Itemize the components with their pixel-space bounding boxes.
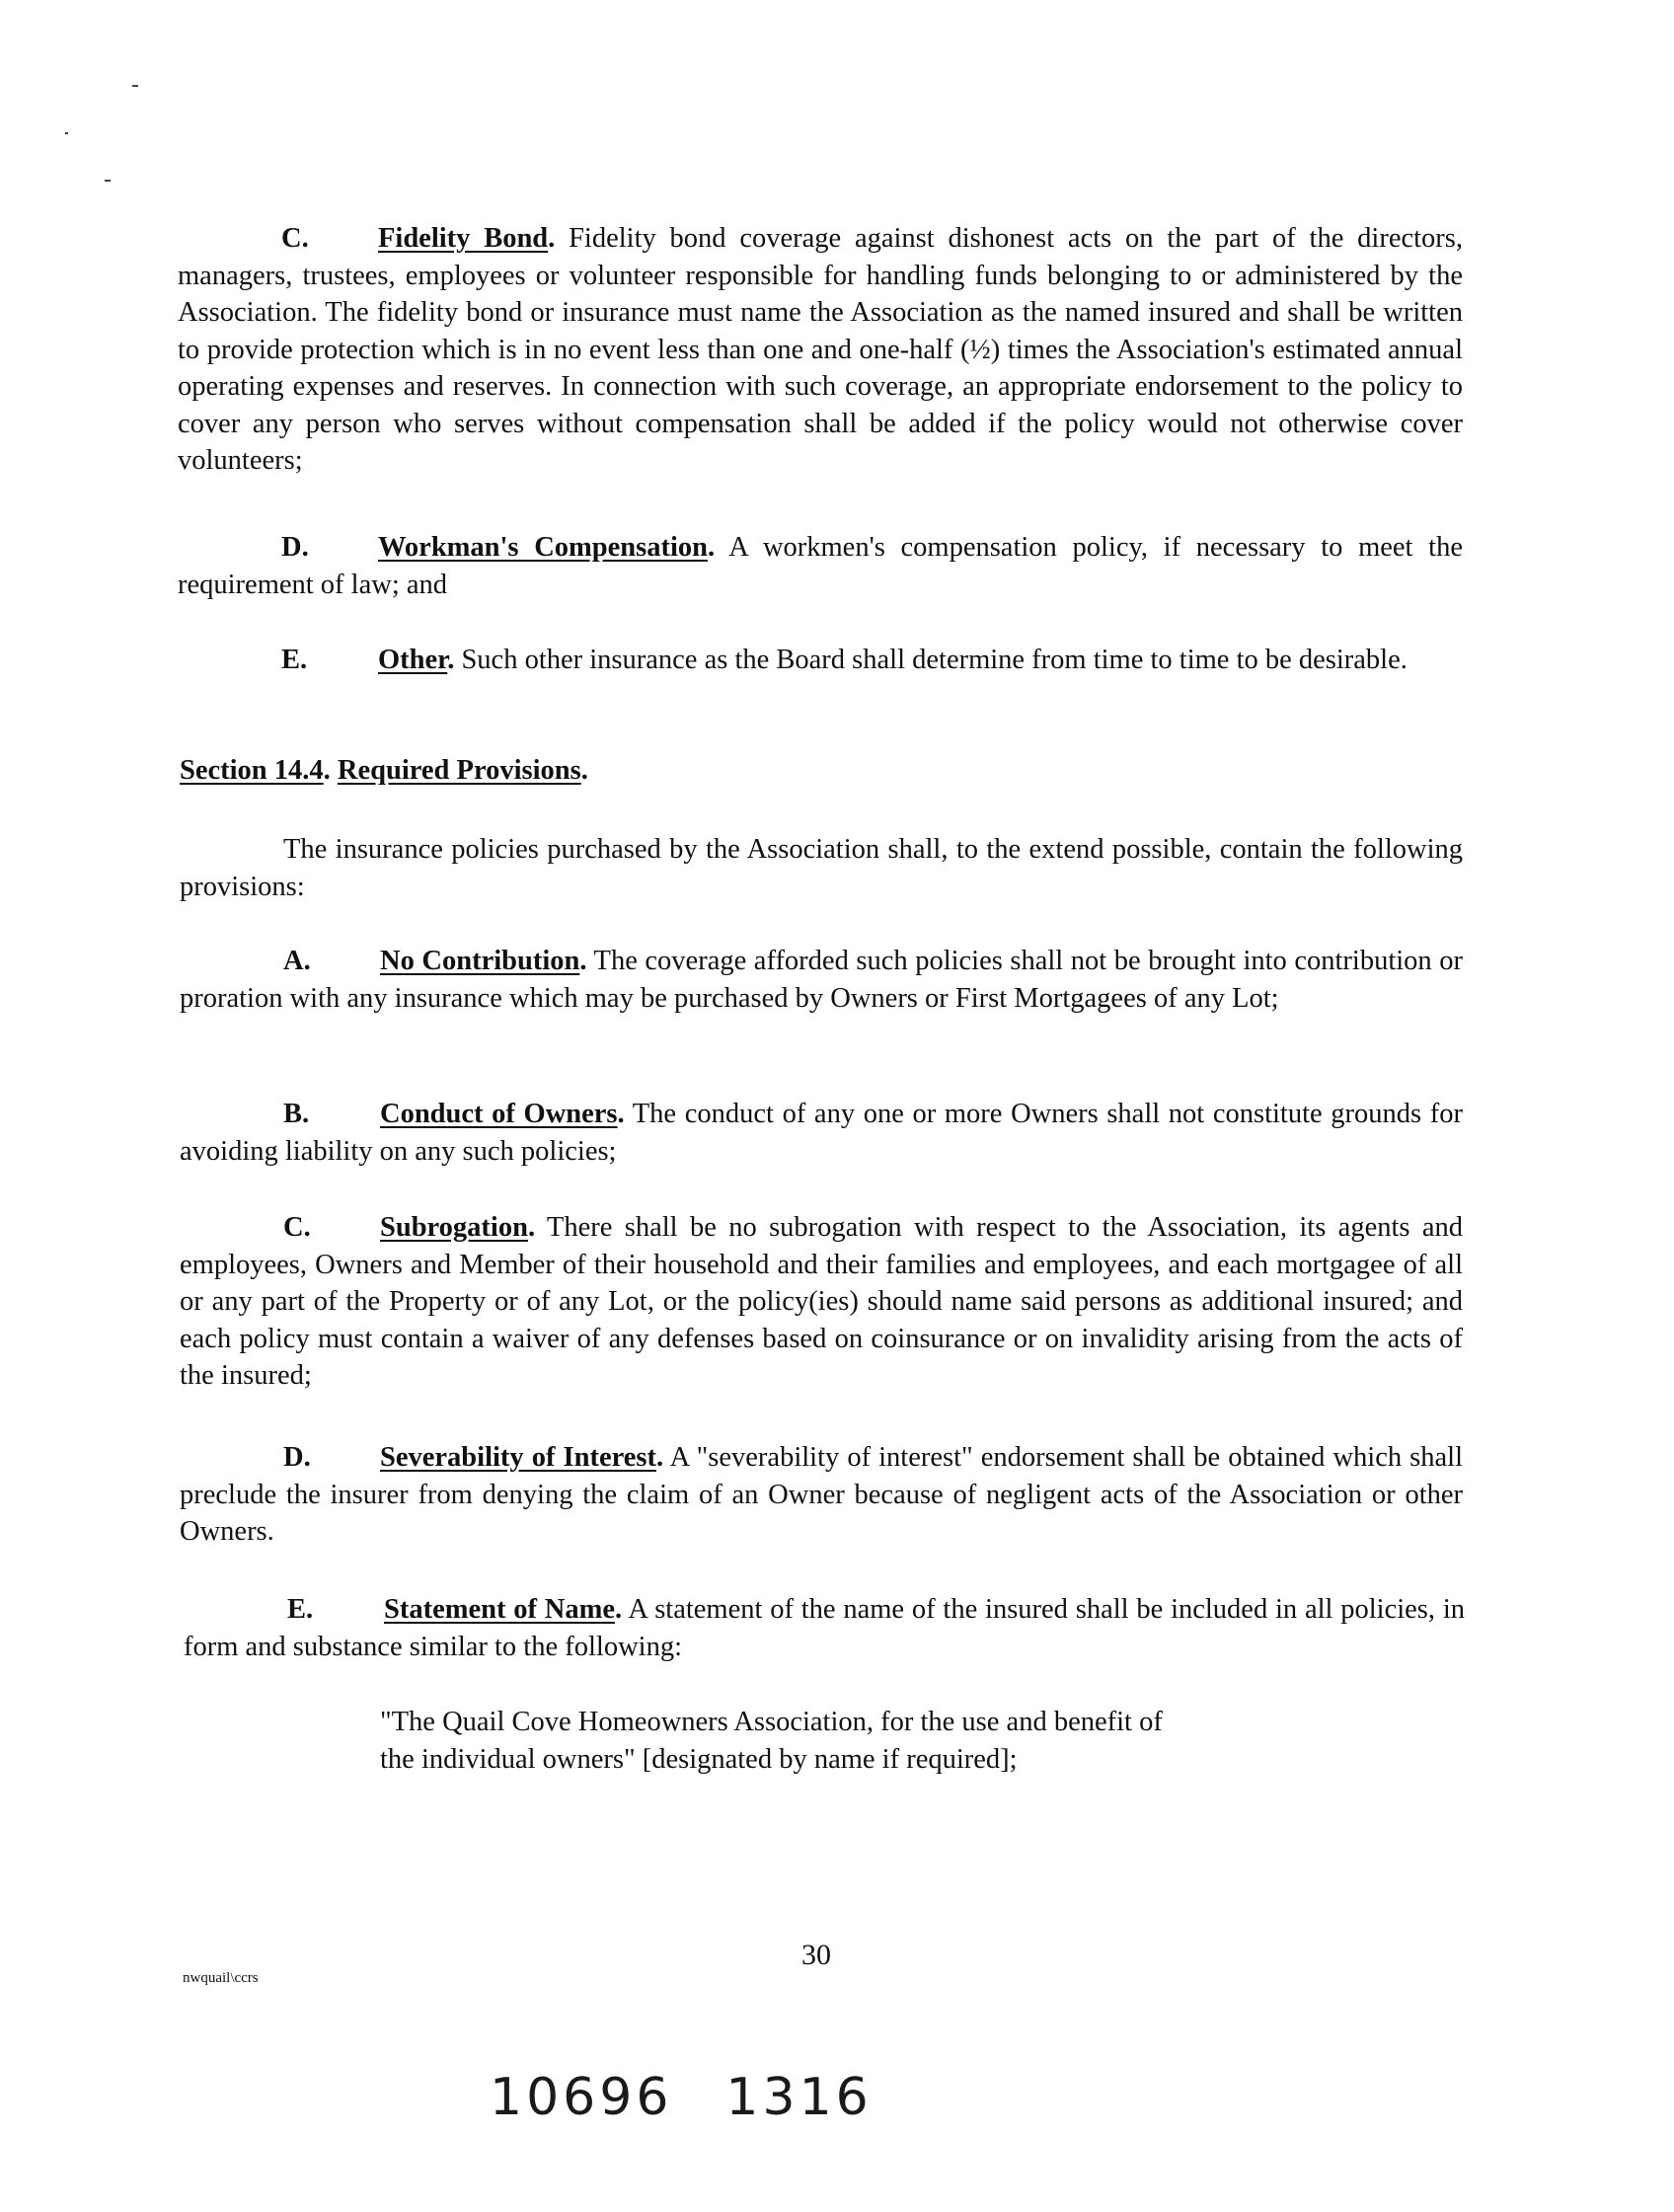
item-letter: E. [287, 1594, 314, 1625]
item-title: Conduct of Owners [380, 1099, 618, 1129]
stamp-book-number: 10696 [490, 2068, 673, 2127]
item-title: No Contribution [380, 946, 580, 976]
paragraph-workmans-compensation: D. Workman's Compensation. A workmen's compensation policy, if necessary to meet the requirement of law; and [178, 529, 1463, 603]
paragraph-subrogation: C. Subrogation. There shall be no subrogation with respect to the Association, its agents and employees, Owners and Member of their household and their families and employees, and each mortgagee of all or any part of the Property or of any Lot, or the policy(ies) should name said persons as additional insured; and each policy must contain a waiver of any defenses based on coinsurance or on invalidity arising from the acts of the insured; [180, 1209, 1463, 1395]
footer-file-reference: nwquail\ccrs [183, 1970, 259, 1986]
item-letter: B. [283, 1099, 310, 1129]
page-number: 30 [801, 1939, 831, 1971]
item-letter: D. [281, 532, 309, 563]
scan-speck [105, 180, 111, 182]
quoted-insured-name [380, 1704, 1298, 1778]
item-title: Workman's Compensation [378, 532, 708, 563]
recording-stamp [490, 2068, 873, 2127]
item-letter: A. [283, 946, 311, 976]
section-number: Section 14.4 [180, 755, 324, 786]
item-text: The coverage afforded such policies shall not be brought into contribution or proration with any insurance which may be purchased by Owners or First Mortgagees of any Lot; [180, 946, 1463, 1014]
item-title: Severability of Interest [380, 1442, 656, 1473]
paragraph-no-contribution: A. No Contribution. The coverage afforded such policies shall not be brought into contribution or proration with any insurance which may be purchased by Owners or First Mortgagees of any Lot; [180, 943, 1463, 1017]
item-letter: C. [281, 223, 309, 254]
item-text: A "severability of interest" endorsement shall be obtained which shall preclude the insurer from denying the claim of an Owner because of negligent acts of the Association or other Owners. [180, 1442, 1463, 1547]
section-title: Required Provisions [337, 755, 581, 786]
item-title: Subrogation [380, 1212, 528, 1243]
paragraph-conduct-of-owners: B. Conduct of Owners. The conduct of any one or more Owners shall not constitute grounds for avoiding liability on any such policies; [180, 1096, 1463, 1170]
paragraph-statement-of-name: E. Statement of Name. A statement of the name of the insured shall be included in all policies, in form and substance similar to the following: [184, 1591, 1465, 1665]
item-text: A workmen's compensation policy, if necessary to meet the requirement of law; and [178, 532, 1463, 600]
scan-speck [65, 132, 68, 134]
paragraph-intro [180, 831, 1463, 905]
item-text: Such other insurance as the Board shall determine from time to time to be desirable. [454, 645, 1408, 675]
item-text: There shall be no subrogation with respect to the Association, its agents and employees, Owners and Member of their household and their families and employees, and each mortgagee of all or any part of the Property or of any Lot, or the policy(ies) should name said persons as additional insured; and each policy must contain a waiver of any defenses based on coinsurance or on invalidity arising from the acts of the insured; [180, 1212, 1463, 1391]
item-letter: E. [281, 645, 308, 675]
scan-speck [132, 85, 138, 87]
item-title: Fidelity Bond [378, 223, 549, 254]
item-text: The conduct of any one or more Owners shall not constitute grounds for avoiding liability on any such policies; [180, 1099, 1463, 1167]
item-title: Other [378, 645, 448, 675]
stamp-page-number: 1316 [725, 2068, 873, 2127]
intro-text: The insurance policies purchased by the Association shall, to the extend possible, contain the following provisions: [180, 834, 1463, 902]
item-title: Statement of Name [384, 1594, 616, 1625]
paragraph-other: E. Other. Such other insurance as the Board shall determine from time to time to be desirable. [178, 642, 1463, 679]
paragraph-severability-of-interest: D. Severability of Interest. A "severability of interest" endorsement shall be obtained which shall preclude the insurer from denying the claim of an Owner because of negligent acts of the Association or other Owners. [180, 1439, 1463, 1551]
paragraph-fidelity-bond: C. Fidelity Bond. Fidelity bond coverage against dishonest acts on the part of the directors, managers, trustees, employees or volunteer responsible for handling funds belonging to or administered by the Association. The fidelity bond or insurance must name the Association as the named insured and shall be written to provide protection which is in no event less than one and one-half (½) times the Association's estimated annual operating expenses and reserves. In connection with such coverage, an appropriate endorsement to the policy to cover any person who serves without compensation shall be added if the policy would not otherwise cover volunteers; [178, 220, 1463, 480]
section-heading: Section 14.4. Required Provisions. [180, 755, 588, 786]
item-letter: C. [283, 1212, 311, 1243]
item-letter: D. [283, 1442, 311, 1473]
quote-line: "The Quail Cove Homeowners Association, for the use and benefit of [380, 1707, 1163, 1737]
item-text: A statement of the name of the insured shall be included in all policies, in form and substance similar to the following: [184, 1594, 1465, 1662]
quote-line: the individual owners" [designated by name if required]; [380, 1743, 1018, 1775]
item-text: Fidelity bond coverage against dishonest acts on the part of the directors, managers, trustees, employees or volunteer responsible for handling funds belonging to or administered by the Association. The fidelity bond or insurance must name the Association as the named insured and shall be written to provide protection which is in no event less than one and one-half (½) times the Association's estimated annual operating expenses and reserves. In connection with such coverage, an appropriate endorsement to the policy to cover any person who serves without compensation shall be added if the policy would not otherwise cover volunteers; [178, 223, 1463, 476]
